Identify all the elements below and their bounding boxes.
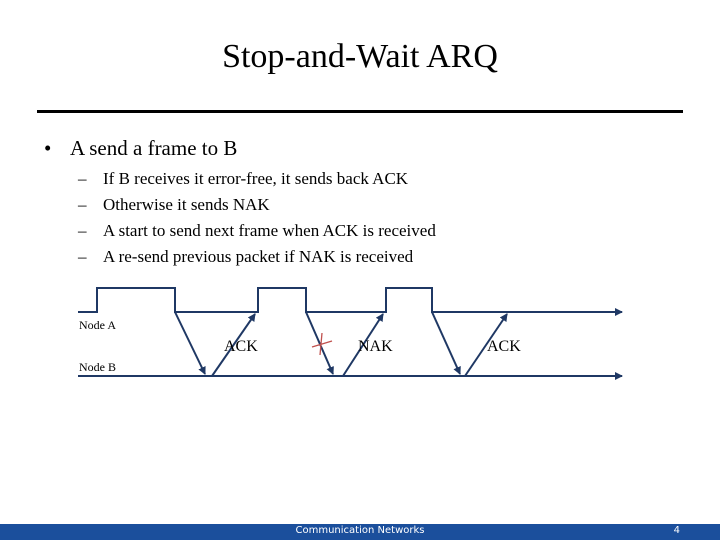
dash-marker: – bbox=[78, 169, 87, 188]
ack-label-1: ACK bbox=[224, 338, 258, 355]
footer-title: Communication Networks bbox=[295, 525, 425, 536]
node-a-timeline bbox=[78, 288, 622, 312]
sub-bullet-text: Otherwise it sends NAK bbox=[103, 195, 270, 214]
page-number: 4 bbox=[673, 525, 680, 536]
slide-title: Stop-and-Wait ARQ bbox=[222, 38, 498, 75]
dash-marker: – bbox=[78, 195, 87, 214]
dash-marker: – bbox=[78, 221, 87, 240]
footer-bar bbox=[0, 524, 720, 540]
error-mark-icon bbox=[312, 333, 332, 355]
bullet-marker: • bbox=[44, 136, 52, 160]
sub-bullet-text: If B receives it error-free, it sends back ACK bbox=[103, 169, 409, 188]
frame-3-arrow bbox=[432, 312, 460, 374]
node-b-label: Node B bbox=[79, 360, 116, 374]
sub-bullet-text: A re-send previous packet if NAK is received bbox=[103, 247, 414, 266]
nak-label: NAK bbox=[358, 338, 393, 355]
frame-2-arrow bbox=[306, 312, 333, 374]
sub-bullet-text: A start to send next frame when ACK is received bbox=[103, 221, 436, 240]
frame-1-arrow bbox=[175, 312, 205, 374]
node-a-label: Node A bbox=[79, 318, 116, 332]
dash-marker: – bbox=[78, 247, 87, 266]
main-bullet-text: A send a frame to B bbox=[70, 136, 238, 160]
ack-label-2: ACK bbox=[487, 338, 521, 355]
